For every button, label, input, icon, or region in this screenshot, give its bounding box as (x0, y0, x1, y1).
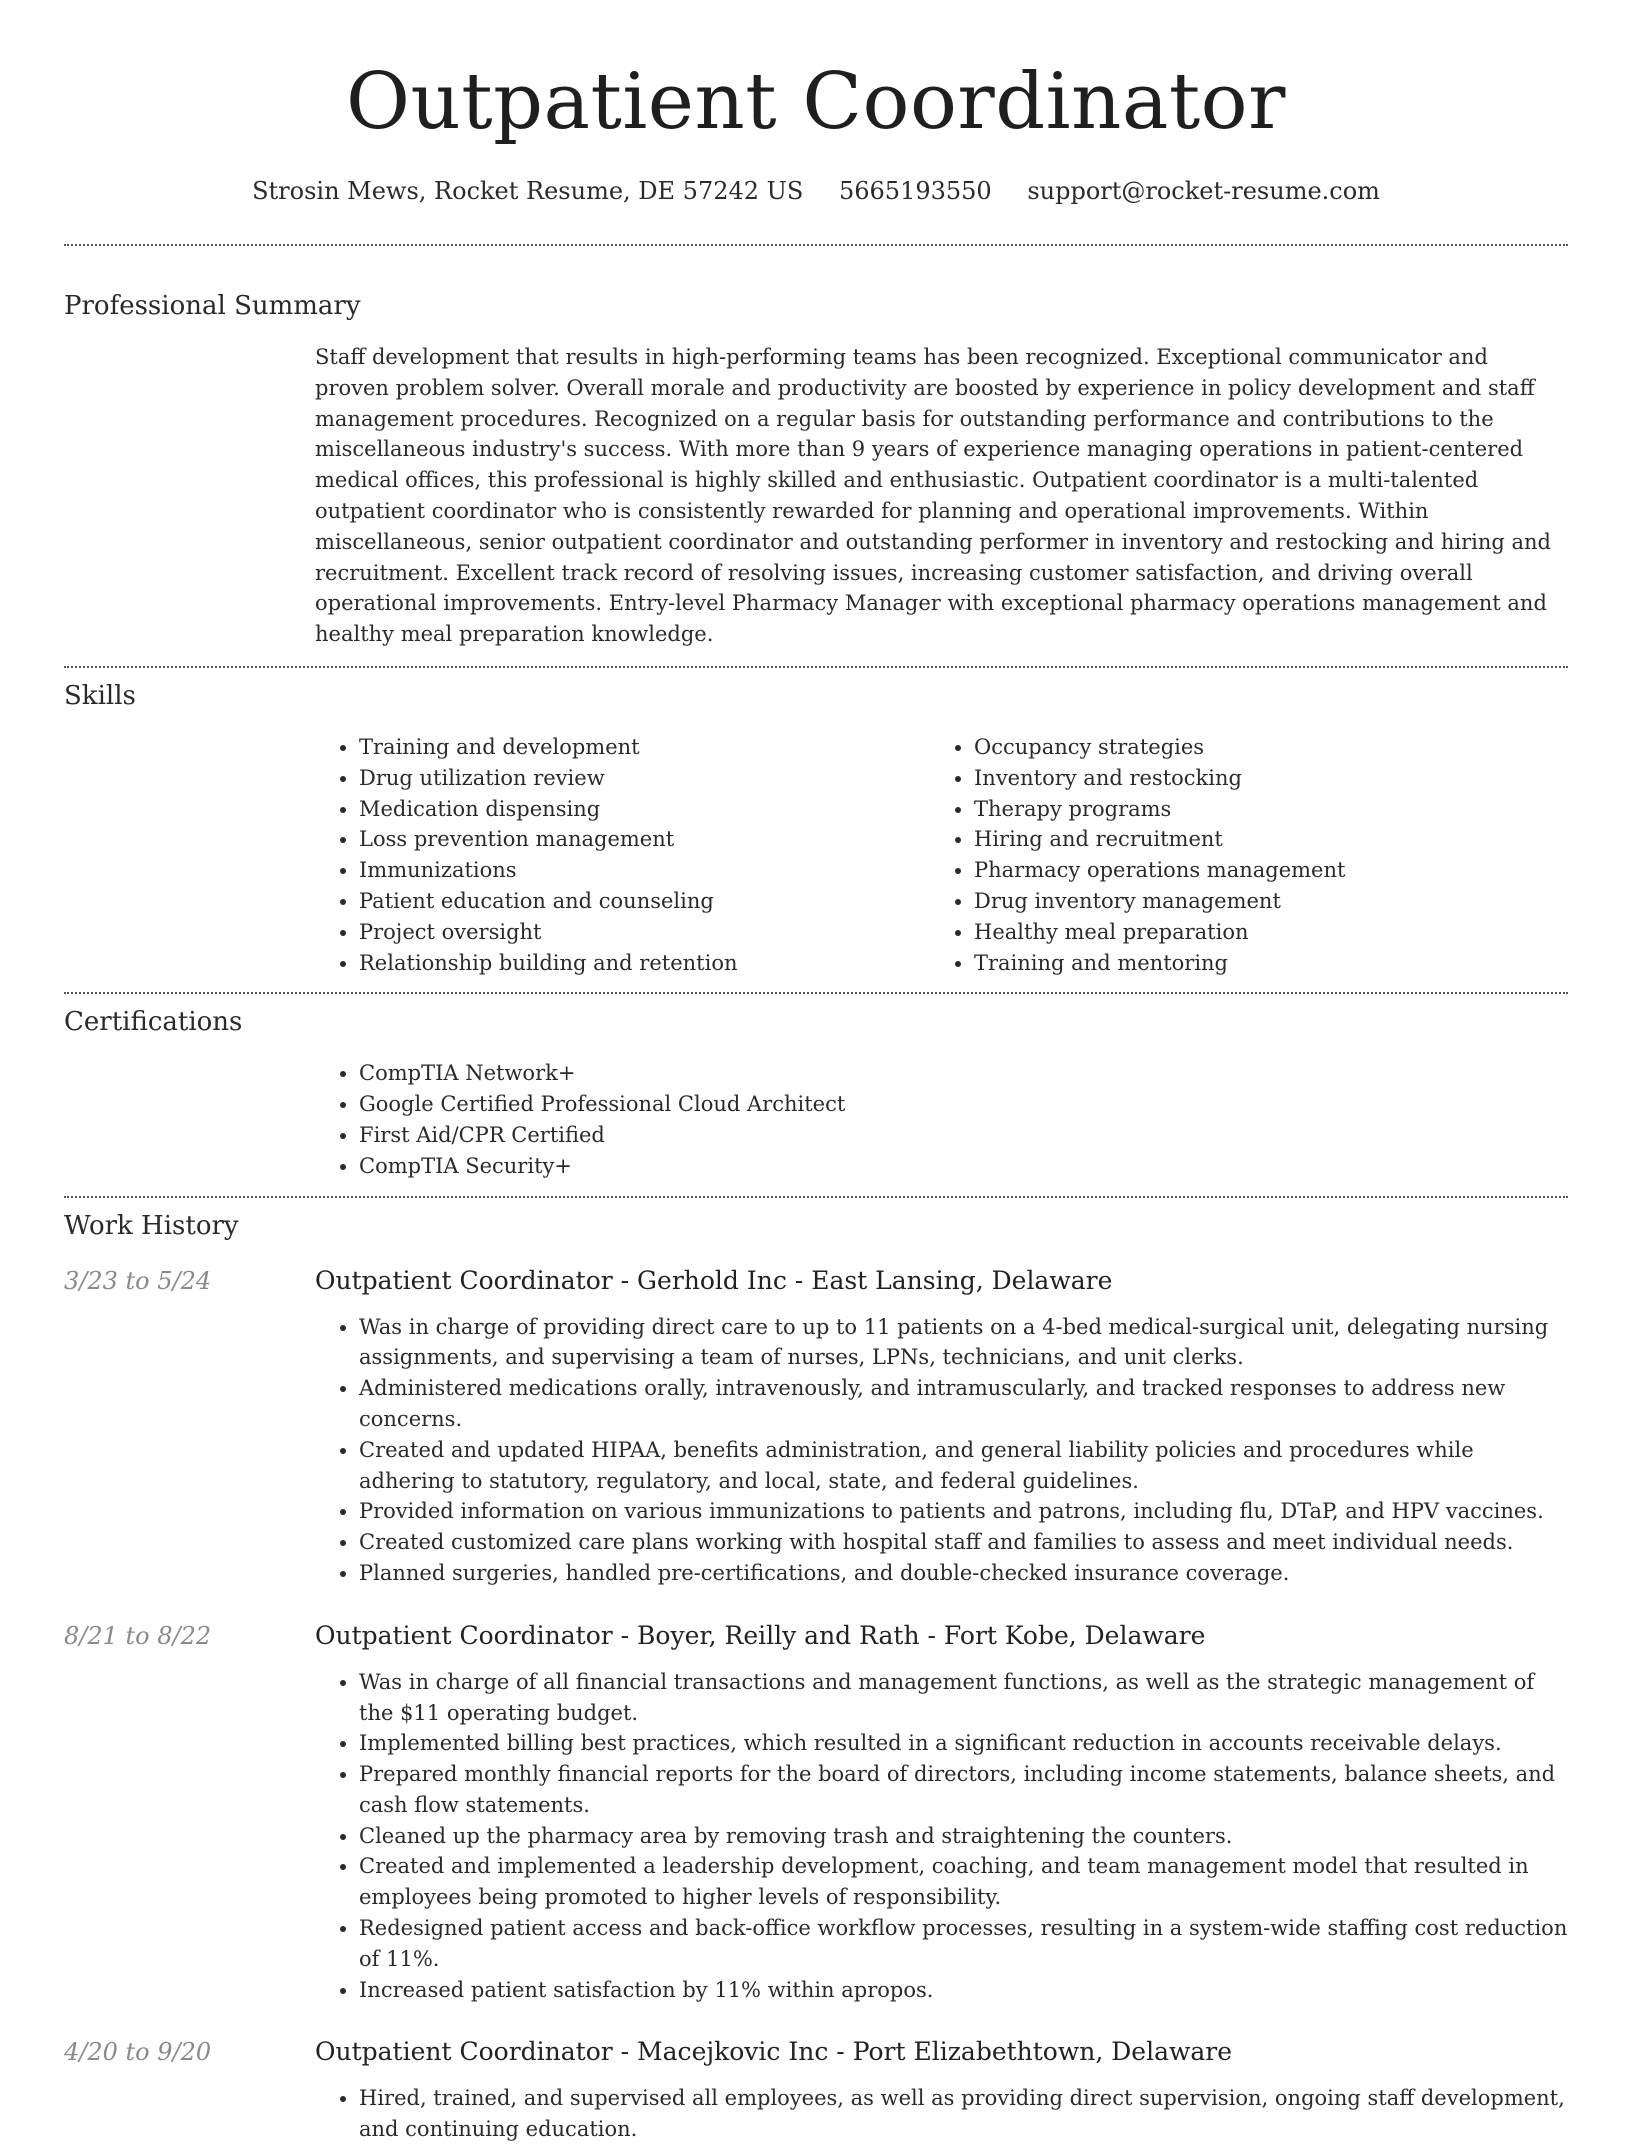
job-title: Outpatient Coordinator - Boyer, Reilly and Rath - Fort Kobe, Delaware (315, 1620, 1206, 1650)
skills-column-right (930, 732, 1545, 978)
job-description (315, 2083, 1568, 2145)
section-divider (64, 992, 1568, 994)
certifications-bullets (315, 1058, 1568, 1181)
job-header (64, 1264, 1568, 1298)
job-bullet: • Planned surgeries, handled pre-certifications, and double-checked insurance coverage. (359, 1558, 1568, 1589)
job-bullet: • Was in charge of all financial transactions and management functions, as well as the strategic management of the $11 operating budget. (359, 1667, 1568, 1729)
contact-email: support@rocket-resume.com (1027, 177, 1380, 205)
job-bullet: • Was in charge of providing direct care to up to 11 patients on a 4-bed medical-surgical unit, delegating nursing assignments, and supervising a team of nurses, LPNs, technicians, and unit clerks. (359, 1312, 1568, 1374)
contact-address: Strosin Mews, Rocket Resume, DE 57242 US (252, 177, 804, 205)
job-bullets (315, 1312, 1568, 1589)
job-bullet: • Increased patient satisfaction by 11% within apropos. (359, 1975, 1568, 2006)
skill-item: • Loss prevention management (359, 824, 930, 855)
job-description (315, 1667, 1568, 2006)
job-header (64, 1619, 1568, 1653)
skills-right-list (930, 732, 1545, 978)
job-dates: 3/23 to 5/24 (64, 1266, 212, 1295)
work-history-heading: Work History (64, 1210, 239, 1241)
contact-phone: 5665193550 (838, 177, 992, 205)
skill-item: • Project oversight (359, 917, 930, 948)
job-bullet: • Created and updated HIPAA, benefits administration, and general liability policies and procedures while adhering to statutory, regulatory, and local, state, and federal guidelines. (359, 1435, 1568, 1497)
section-divider (64, 244, 1568, 246)
job-bullet: • Administered medications orally, intravenously, and intramuscularly, and tracked responses to address new concerns. (359, 1373, 1568, 1435)
skill-item: • Relationship building and retention (359, 948, 930, 979)
job-title: Outpatient Coordinator - Gerhold Inc - East Lansing, Delaware (315, 1265, 1113, 1295)
skills-left-list (315, 732, 930, 978)
job-bullet: • Provided information on various immunizations to patients and patrons, including flu, DTaP, and HPV vaccines. (359, 1496, 1568, 1527)
job-dates: 8/21 to 8/22 (64, 1621, 212, 1650)
skill-item: • Training and development (359, 732, 930, 763)
job-bullet: • Created customized care plans working with hospital staff and families to assess and meet individual needs. (359, 1527, 1568, 1558)
job-entry (64, 1619, 1568, 2006)
section-divider (64, 1196, 1568, 1198)
job-bullet: • Prepared monthly financial reports for the board of directors, including income statements, balance sheets, and cash flow statements. (359, 1759, 1568, 1821)
job-bullet: • Cleaned up the pharmacy area by removing trash and straightening the counters. (359, 1821, 1568, 1852)
skill-item: • Occupancy strategies (974, 732, 1545, 763)
skill-item: • Therapy programs (974, 794, 1545, 825)
job-header (64, 2035, 1568, 2069)
section-divider (64, 666, 1568, 668)
candidate-name: Outpatient Coordinator (346, 57, 1286, 147)
skill-item: • Healthy meal preparation (974, 917, 1545, 948)
skill-item: • Drug inventory management (974, 886, 1545, 917)
skill-item: • Hiring and recruitment (974, 824, 1545, 855)
job-bullets (315, 1667, 1568, 2006)
job-title: Outpatient Coordinator - Macejkovic Inc - Port Elizabethtown, Delaware (315, 2037, 1233, 2067)
certification-item: • Google Certified Professional Cloud Architect (359, 1089, 1568, 1120)
job-entry (64, 1264, 1568, 1589)
certifications-list (315, 1058, 1568, 1181)
skill-item: • Training and mentoring (974, 948, 1545, 979)
summary-text: Staff development that results in high-performing teams has been recognized. Exceptional communicator and proven problem solver. Overall morale and productivity are boosted by experience in policy development and staff management procedures. Recognized on a regular basis for outstanding performance and contributions to the miscellaneous industry's success. With more than 9 years of experience managing operations in patient-centered medical offices, this professional is highly skilled and enthusiastic. Outpatient coordinator is a multi-talented outpatient coordinator who is consistently rewarded for planning and operational improvements. Within miscellaneous, senior outpatient coordinator and outstanding performer in inventory and restocking and hiring and recruitment. Excellent track record of resolving issues, increasing customer satisfaction, and driving overall operational improvements. Entry-level Pharmacy Manager with exceptional pharmacy operations management and healthy meal preparation knowledge. (315, 345, 1551, 647)
job-bullets (315, 2083, 1568, 2145)
certifications-heading: Certifications (64, 1007, 243, 1038)
certification-item: • CompTIA Security+ (359, 1151, 1568, 1182)
contact-info (64, 174, 1568, 208)
job-bullet: • Redesigned patient access and back-office workflow processes, resulting in a system-wide staffing cost reduction of 11%. (359, 1913, 1568, 1975)
skill-item: • Patient education and counseling (359, 886, 930, 917)
skills-column-left (315, 732, 930, 978)
job-bullet: • Hired, trained, and supervised all employees, as well as providing direct supervision, ongoing staff development, and continuing education. (359, 2083, 1568, 2145)
skill-item: • Immunizations (359, 855, 930, 886)
job-bullet: • Created and implemented a leadership development, coaching, and team management model that resulted in employees being promoted to higher levels of responsibility. (359, 1851, 1568, 1913)
summary-heading: Professional Summary (64, 291, 361, 321)
skill-item: • Inventory and restocking (974, 763, 1545, 794)
certification-item: • First Aid/CPR Certified (359, 1120, 1568, 1151)
skills-heading: Skills (64, 680, 136, 711)
job-bullet: • Implemented billing best practices, which resulted in a significant reduction in accounts receivable delays. (359, 1728, 1568, 1759)
skill-item: • Medication dispensing (359, 794, 930, 825)
skill-item: • Drug utilization review (359, 763, 930, 794)
skills-list (315, 732, 1568, 978)
job-description (315, 1312, 1568, 1589)
skill-item: • Pharmacy operations management (974, 855, 1545, 886)
job-entry (64, 2035, 1568, 2145)
certification-item: • CompTIA Network+ (359, 1058, 1568, 1089)
job-dates: 4/20 to 9/20 (64, 2038, 212, 2067)
